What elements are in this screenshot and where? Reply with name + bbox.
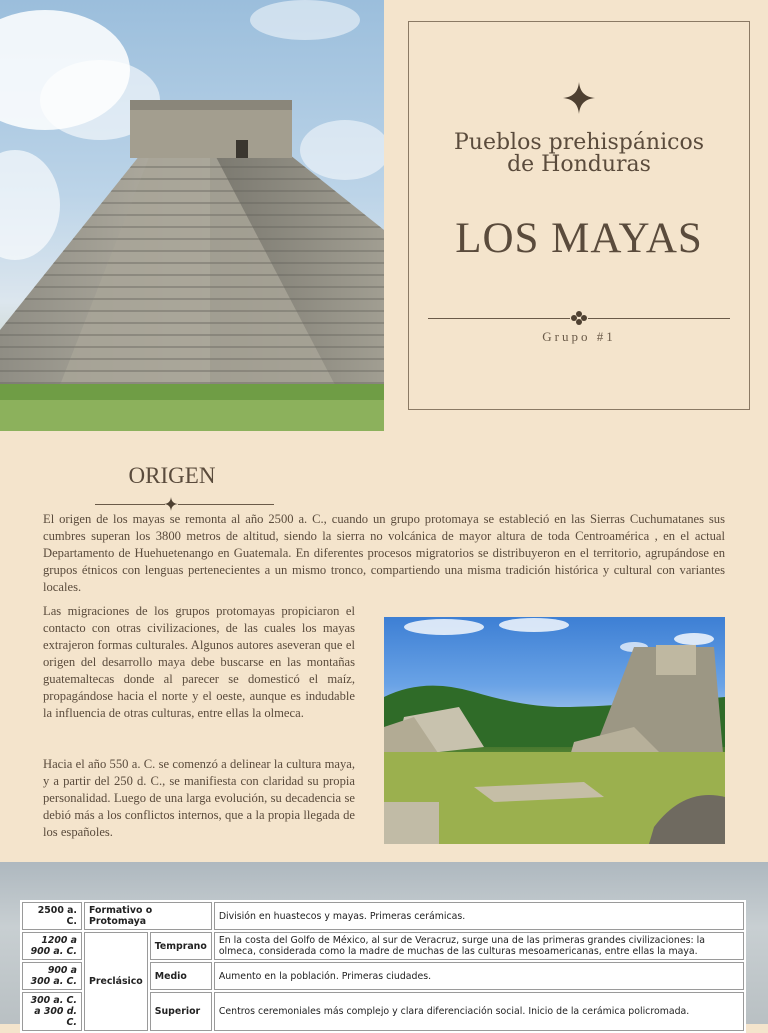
section-heading: ORIGEN (128, 463, 216, 488)
date-cell: 1200 a 900 a. C. (22, 932, 82, 960)
subperiod-cell: Medio (150, 962, 212, 990)
period-cell: Preclásico (84, 932, 148, 1031)
ruins-photo (384, 617, 725, 844)
subperiod-cell: Temprano (150, 932, 212, 960)
description-cell: División en huastecos y mayas. Primeras cerámicas. (214, 902, 744, 930)
subperiod-cell: Superior (150, 992, 212, 1031)
table-row (22, 932, 744, 960)
timeline-table (20, 900, 746, 1033)
ornament-icon (570, 310, 588, 326)
description-cell: En la costa del Golfo de México, al sur de Veracruz, surge una de las primeras grandes civilizaciones: la olmeca, considerada como la madre de muchas de las culturas mesoamericanas, entre ellas la maya. (214, 932, 744, 960)
paragraph-culture: Hacia el año 550 a. C. se comenzó a delinear la cultura maya, y a partir del 250 d. C., se manifiesta con claridad su propia personalidad. Luego de una larga evolución, su decadencia se debió más a los conflictos internos, que a la propia llegada de los españoles. (43, 757, 355, 839)
pyramid-photo (0, 0, 384, 431)
title-divider-right (588, 318, 730, 319)
subtitle (410, 132, 748, 176)
title-divider-left (428, 318, 570, 319)
table-row (22, 902, 744, 930)
description-cell: Centros ceremoniales más complejo y clara diferenciación social. Inicio de la cerámica policromada. (214, 992, 744, 1031)
description-cell: Aumento en la población. Primeras ciudades. (214, 962, 744, 990)
subtitle-line1: Pueblos prehispánicos (453, 130, 704, 155)
page-title: LOS MAYAS (455, 215, 703, 262)
group-label: Grupo #1 (542, 329, 616, 344)
period-cell: Formativo o Protomaya (84, 902, 212, 930)
date-cell: 2500 a. C. (22, 902, 82, 930)
heading-divider-left (95, 504, 165, 505)
sparkle-icon (164, 497, 178, 511)
paragraph-migrations: Las migraciones de los grupos protomayas propiciaron el contacto con otras civilizaciones, de las cuales los mayas extrajeron formas culturales. Algunos autores aseveran que el origen del desarrollo maya debe buscarse en las montañas guatemaltecas donde al parecer se domesticó el maíz, propagándose hacia el norte y el oeste, aunque es indudable la influencia de otras culturas, entre ellas la olmeca. (43, 604, 355, 720)
sparkle-icon (563, 82, 595, 114)
subtitle-line2: de Honduras (507, 152, 651, 177)
date-cell: 900 a 300 a. C. (22, 962, 82, 990)
paragraph-origin: El origen de los mayas se remonta al año 2500 a. C., cuando un grupo protomaya se estableció en las Sierras Cuchumatanes sus cumbres superan los 3800 metros de altitud, siendo la sierra no volcánica de mayor altura de toda Centroamérica , en el actual Departamento de Huehuetenango en Guatemala. En diferentes procesos migratorios se distribuyeron en el territorio, agrupándose en grupos étnicos con lenguas pertenecientes a un mismo tronco, compartiendo una misma tradición histórica y cultural con variantes locales. (43, 512, 725, 594)
date-cell: 300 a. C. a 300 d. C. (22, 992, 82, 1031)
heading-divider-right (178, 504, 274, 505)
